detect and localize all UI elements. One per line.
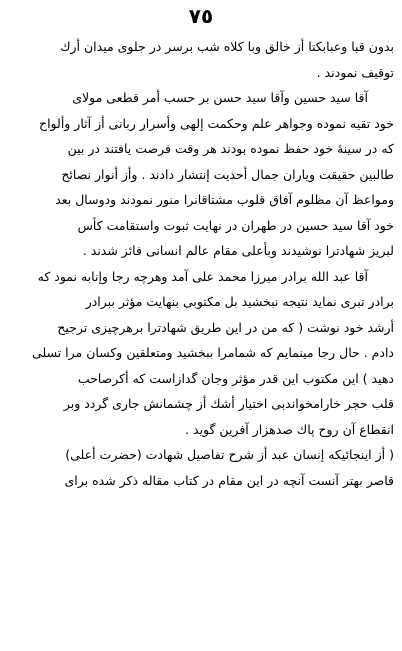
body-text [14, 34, 394, 493]
text-line-9: لبريز شهادترا نوشيدند وبأعلى مقام عالم انسانى فائز شدند . [82, 243, 394, 258]
text-line-10: آقا عبد الله برادر ميرزا محمد على آمد وهرچه رجا وإنابه نمود كه [37, 268, 368, 284]
text-line-7: ومواعظ آن مظلوم آفاق قلوب مشتاقانرا منور نمودند ودوسال بعد [55, 192, 394, 207]
text-line-1: بدون قبا وعبابكتا أز خالق وبا كلاه شب برسر در جلوى ميدان أرك [60, 39, 394, 54]
text-line-15: قلب حجر خارامخواندبى اختيار أشك أز چشمانش جارى گردد وبر [63, 396, 394, 411]
text-line-14: دهيد ) اين مكتوب اين قدر مؤثر وجان گدازاست كه أكرصاحب [77, 370, 394, 386]
page-number: ٧٥ [188, 4, 214, 28]
text-line-16: انقطاع آن روح پاك صدهزار آفرين گويد . [185, 421, 394, 437]
text-line-6: طالبين حقيقت وياران جمال أحديت إنتشار دادند . وأز أنوار نصائح [61, 166, 394, 182]
text-line-13: دادم . حال رجا مينمايم كه شمامرا ببخشيد ومتعلقين وكسان مرا تسلى [32, 345, 394, 360]
text-line-11: برادر تبرى نمايد نتيجه نبخشيد بل مكتوبى بنهايت مؤثر ببرادر [85, 294, 394, 309]
text-line-18: قاصر بهتر آنست آنچه در اين مقام در كتاب مقاله ذكر شده براى [64, 472, 394, 488]
text-line-5: كه در سينهٔ خود حفظ نموده بودند هر وقت فرصت يافتند در بين [67, 141, 394, 156]
text-line-8: خود آقا سيد حسين در طهران در نهايت ثبوت واستقامت كأس [77, 217, 394, 233]
text-line-3: آقا سيد حسين وآقا سيد حسن بر حسب أمر قطعى مولاى [72, 90, 368, 105]
text-line-2: توقيف نمودند . [316, 64, 394, 80]
text-line-12: أرشد خود نوشت ( كه من در اين طريق شهادترا برهرچيزى ترجيح [57, 319, 394, 335]
text-line-4: خود تقيه نموده وجواهر علم وحكمت إلهى وأسرار ربانى أز آثار وألواح [39, 115, 394, 131]
text-line-17: ( أز اينجائيكه إنسان عبد أز شرح تفاصيل شهادت (حضرت أعلى) [65, 447, 394, 462]
